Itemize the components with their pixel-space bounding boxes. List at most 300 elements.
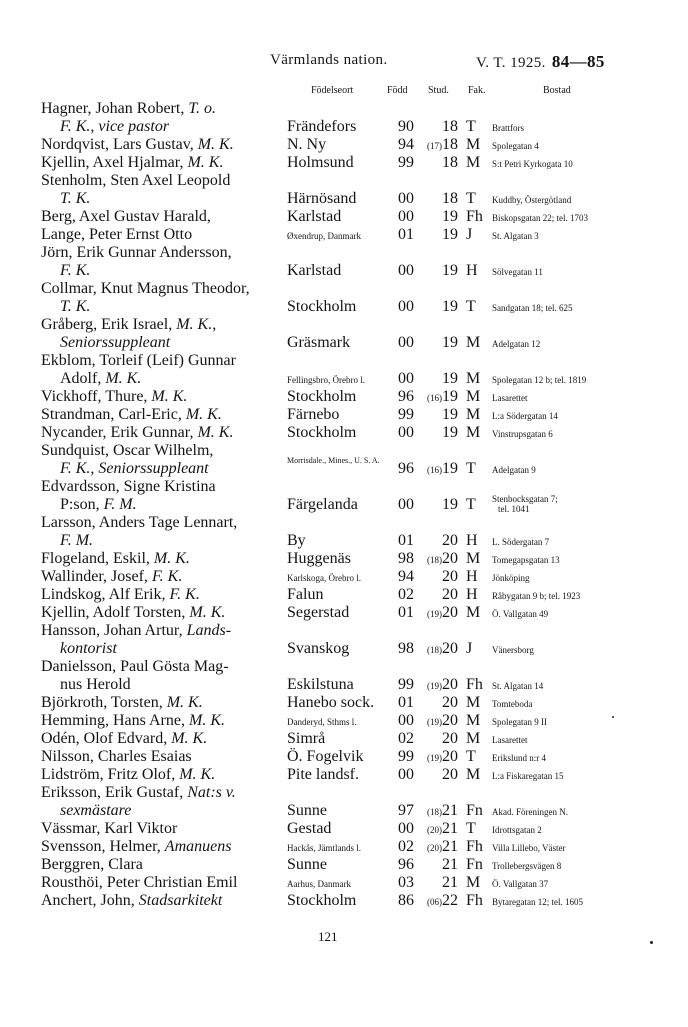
earlier-matriculation: (18) <box>427 807 442 817</box>
faculty: M <box>466 154 481 171</box>
birthplace: Karlstad <box>287 262 342 279</box>
address-line: Sölvegatan 11 <box>492 267 543 277</box>
address-line: Råbygatan 9 b; tel. 1923 <box>492 591 581 601</box>
address <box>492 807 568 817</box>
student-year <box>426 604 458 622</box>
earlier-matriculation: (20) <box>427 843 442 853</box>
register-row <box>0 244 688 280</box>
birth-year: 94 <box>398 136 414 153</box>
stud-value: 20 <box>442 730 458 747</box>
register-row <box>0 892 688 910</box>
faculty: J <box>466 640 473 657</box>
earlier-matriculation: (18) <box>427 555 442 565</box>
birth-year: 00 <box>398 298 414 315</box>
birthplace: N. Ny <box>287 136 327 153</box>
student-name <box>41 820 286 838</box>
student-name <box>41 586 286 604</box>
birth-year: 00 <box>398 190 414 207</box>
student-year <box>426 262 458 280</box>
faculty: M <box>466 388 481 405</box>
address-line: Brattfors <box>492 123 524 133</box>
birthplace: Karlskoga, Örebro l. <box>287 573 361 583</box>
address <box>492 861 561 871</box>
name-line: T. K. <box>60 190 91 207</box>
register-row <box>0 280 688 316</box>
faculty: M <box>466 874 481 891</box>
address <box>492 699 532 709</box>
name-line: Sundquist, Oscar Wilhelm, <box>41 442 214 459</box>
student-year <box>426 226 458 244</box>
address-line: Trollebergsvägen 8 <box>492 861 562 871</box>
stud-value: 20 <box>442 712 458 729</box>
student-name <box>41 136 286 154</box>
birth-year: 98 <box>398 640 414 657</box>
birthplace: Gestad <box>287 820 332 837</box>
register-row <box>0 550 688 568</box>
register-row <box>0 442 688 478</box>
address <box>492 645 534 655</box>
address-line: Vinstrupsgatan 6 <box>492 429 553 439</box>
birthplace: Karlstad <box>287 208 342 225</box>
address-line: Erikslund n:r 4 <box>492 753 546 763</box>
stud-value: 20 <box>442 604 458 621</box>
earlier-matriculation: (06) <box>427 897 442 907</box>
birth-year: 97 <box>398 802 414 819</box>
address-line: Bytaregatan 12; tel. 1605 <box>492 897 583 907</box>
birth-year: 96 <box>398 388 414 405</box>
address <box>492 429 553 439</box>
address <box>492 681 543 691</box>
stud-value: 22 <box>442 892 458 909</box>
name-line: Svensson, Helmer, Amanuens <box>41 838 232 855</box>
student-name <box>41 730 286 748</box>
stud-value: 20 <box>442 550 458 567</box>
birth-year: 01 <box>398 694 414 711</box>
birth-year: 02 <box>398 586 414 603</box>
name-line: Collmar, Knut Magnus Theodor, <box>41 280 250 297</box>
student-year <box>426 766 458 784</box>
student-year <box>426 532 458 550</box>
register-row <box>0 424 688 442</box>
column-head-birthplace: Födelseort <box>311 85 354 96</box>
register-row <box>0 784 688 820</box>
student-year <box>426 676 458 694</box>
student-name <box>41 748 286 766</box>
birthplace: Hackås, Jämtlands l. <box>287 843 361 853</box>
name-line: Berggren, Clara <box>41 856 143 873</box>
stud-value: 20 <box>442 532 458 549</box>
address <box>492 303 573 313</box>
birthplace: Sunne <box>287 802 327 819</box>
register-row <box>0 748 688 766</box>
earlier-matriculation: (19) <box>427 717 442 727</box>
birth-year: 98 <box>398 550 414 567</box>
birthplace: Stockholm <box>287 298 357 315</box>
birthplace: Simrå <box>287 730 326 747</box>
address <box>492 771 563 781</box>
birth-year: 99 <box>398 406 414 423</box>
address-line: S:t Petri Kyrkogata 10 <box>492 159 573 169</box>
student-year <box>426 370 458 388</box>
address <box>492 213 588 223</box>
name-line: Eriksson, Erik Gustaf, Nat:s v. <box>41 784 236 801</box>
faculty: M <box>466 766 481 783</box>
birth-year: 00 <box>398 424 414 441</box>
stud-value: 19 <box>442 388 458 405</box>
stud-value: 19 <box>442 262 458 279</box>
faculty: Fh <box>466 208 483 225</box>
student-name <box>41 316 286 352</box>
birth-year: 02 <box>398 730 414 747</box>
birthplace: Falun <box>287 586 324 603</box>
name-line: Kjellin, Adolf Torsten, M. K. <box>41 604 226 621</box>
address <box>492 555 560 565</box>
student-name <box>41 874 286 892</box>
address <box>492 494 558 514</box>
earlier-matriculation: (19) <box>427 681 442 691</box>
name-line: Björkroth, Torsten, M. K. <box>41 694 203 711</box>
address <box>492 843 566 853</box>
faculty: M <box>466 370 481 387</box>
faculty: H <box>466 586 478 603</box>
register-row <box>0 514 688 550</box>
ink-speck <box>650 941 653 944</box>
register-row <box>0 136 688 154</box>
birthplace: Gräsmark <box>287 334 351 351</box>
name-line: Hagner, Johan Robert, T. o. <box>41 100 217 117</box>
earlier-matriculation: (20) <box>427 825 442 835</box>
birthplace: Huggenäs <box>287 550 351 567</box>
name-line: Hansson, Johan Artur, Lands- <box>41 622 232 639</box>
address-line: Sandgatan 18; tel. 625 <box>492 303 573 313</box>
address <box>492 573 530 583</box>
birth-year: 96 <box>398 856 414 873</box>
register-row <box>0 874 688 892</box>
birthplace: Eskilstuna <box>287 676 354 693</box>
register-row <box>0 820 688 838</box>
birth-year: 94 <box>398 568 414 585</box>
student-name <box>41 352 286 388</box>
faculty: M <box>466 730 481 747</box>
stud-value: 18 <box>442 136 458 153</box>
birth-year: 00 <box>398 496 414 513</box>
birthplace: Färnebo <box>287 406 340 423</box>
birth-year: 86 <box>398 892 414 909</box>
student-year <box>426 154 458 172</box>
student-name <box>41 892 286 910</box>
name-line: F. K., vice pastor <box>60 118 170 135</box>
name-line: Anchert, John, Stadsarkitekt <box>41 892 223 909</box>
faculty: H <box>466 262 478 279</box>
address-line: Vänersborg <box>492 645 534 655</box>
student-name <box>41 478 286 514</box>
birthplace: Segerstad <box>287 604 350 621</box>
faculty: H <box>466 532 478 549</box>
student-name <box>41 244 286 280</box>
register-row <box>0 406 688 424</box>
student-year <box>426 550 458 568</box>
birth-year: 02 <box>398 838 414 855</box>
address-line: L:a Fiskaregatan 15 <box>492 771 564 781</box>
earlier-matriculation: (16) <box>427 465 442 475</box>
faculty: J <box>466 226 473 243</box>
address-line: Ö. Vallgatan 49 <box>492 609 549 619</box>
birthplace: Holmsund <box>287 154 354 171</box>
earlier-matriculation: (16) <box>427 393 442 403</box>
name-line: F. K. <box>60 262 91 279</box>
birthplace: Aarhus, Danmark <box>287 879 351 889</box>
name-line: Larsson, Anders Tage Lennart, <box>41 514 238 531</box>
register-row <box>0 208 688 226</box>
register-row <box>0 622 688 658</box>
student-year <box>426 568 458 586</box>
stud-value: 18 <box>442 190 458 207</box>
name-line: Lange, Peter Ernst Otto <box>41 226 193 243</box>
birth-year: 90 <box>398 118 414 135</box>
name-line: Rousthöi, Peter Christian Emil <box>41 874 238 891</box>
address <box>492 231 539 241</box>
student-year <box>426 892 458 910</box>
name-line: Edvardsson, Signe Kristina <box>41 478 216 495</box>
faculty: Fn <box>466 856 483 873</box>
faculty: T <box>466 460 476 477</box>
name-line: Danielsson, Paul Gösta Mag- <box>41 658 229 675</box>
student-year <box>426 406 458 424</box>
name-line: Jörn, Erik Gunnar Andersson, <box>41 244 232 261</box>
register-row <box>0 388 688 406</box>
faculty: M <box>466 712 481 729</box>
name-line: Hemming, Hans Arne, M. K. <box>41 712 225 729</box>
birthplace: Stockholm <box>287 892 357 909</box>
address <box>492 159 573 169</box>
stud-value: 20 <box>442 694 458 711</box>
address <box>492 591 580 601</box>
name-line: nus Herold <box>60 676 131 693</box>
birth-year: 00 <box>398 820 414 837</box>
birth-year: 99 <box>398 676 414 693</box>
student-year <box>426 730 458 748</box>
address-line: Spolegatan 4 <box>492 141 539 151</box>
birthplace: Stockholm <box>287 388 357 405</box>
register-row <box>0 766 688 784</box>
student-year <box>426 460 458 478</box>
birthplace: Ö. Fogelvik <box>287 748 364 765</box>
stud-value: 19 <box>442 406 458 423</box>
student-name <box>41 172 286 208</box>
student-year <box>426 388 458 406</box>
stud-value: 19 <box>442 226 458 243</box>
faculty: T <box>466 820 476 837</box>
birth-year: 00 <box>398 712 414 729</box>
register-row <box>0 352 688 388</box>
stud-value: 21 <box>442 874 458 891</box>
birthplace: Fellingsbro, Örebro l. <box>287 375 365 385</box>
register-row <box>0 100 688 136</box>
birth-year: 03 <box>398 874 414 891</box>
name-line: kontorist <box>60 640 117 657</box>
student-name <box>41 442 286 478</box>
address <box>492 753 546 763</box>
name-line: Adolf, M. K. <box>60 370 142 387</box>
name-line: Wallinder, Josef, F. K. <box>41 568 183 585</box>
name-line: Vässmar, Karl Viktor <box>41 820 178 837</box>
name-line: Nycander, Erik Gunnar, M. K. <box>41 424 234 441</box>
name-line: Berg, Axel Gustav Harald, <box>41 208 211 225</box>
stud-value: 20 <box>442 568 458 585</box>
address-line: Stenbocksgatan 7; <box>492 494 558 504</box>
register-row <box>0 856 688 874</box>
student-name <box>41 838 286 856</box>
name-line: Odén, Olof Edvard, M. K. <box>41 730 208 747</box>
page-range: 84—85 <box>551 52 605 71</box>
stud-value: 19 <box>442 298 458 315</box>
name-line: Strandman, Carl-Eric, M. K. <box>41 406 222 423</box>
address-line: Kuddby, Östergötland <box>492 195 572 205</box>
student-name <box>41 406 286 424</box>
address-line: L:a Södergatan 14 <box>492 411 558 421</box>
address <box>492 465 536 475</box>
birthplace: Øxendrup, Danmark <box>287 231 361 241</box>
student-name <box>41 658 286 694</box>
birthplace: By <box>287 532 306 549</box>
address-line: St. Algatan 14 <box>492 681 544 691</box>
earlier-matriculation: (19) <box>427 753 442 763</box>
student-year <box>426 190 458 208</box>
column-head-faculty: Fak. <box>468 85 486 96</box>
student-name <box>41 694 286 712</box>
birthplace: Sunne <box>287 856 327 873</box>
birthplace: Frändefors <box>287 118 357 135</box>
birth-year: 99 <box>398 748 414 765</box>
address <box>492 825 542 835</box>
name-line: F. M. <box>60 532 94 549</box>
stud-value: 20 <box>442 586 458 603</box>
address-line: Ö. Vallgatan 37 <box>492 879 549 889</box>
register-row <box>0 838 688 856</box>
student-name <box>41 622 286 658</box>
address <box>492 267 543 277</box>
address-line: Villa Lillebo, Väster <box>492 843 566 853</box>
register-row <box>0 478 688 514</box>
student-name <box>41 388 286 406</box>
address-line: Lasarettet <box>492 735 528 745</box>
name-line: Nilsson, Charles Esaias <box>41 748 192 765</box>
name-line: P:son, F. M. <box>60 496 137 513</box>
address <box>492 537 549 547</box>
birthplace: Pite landsf. <box>287 766 359 783</box>
stud-value: 21 <box>442 838 458 855</box>
register-row <box>0 172 688 208</box>
student-name <box>41 784 286 820</box>
name-line: Ekblom, Torleif (Leif) Gunnar <box>41 352 236 369</box>
stud-value: 18 <box>442 154 458 171</box>
student-name <box>41 712 286 730</box>
student-name <box>41 550 286 568</box>
name-line: Kjellin, Axel Hjalmar, M. K. <box>41 154 224 171</box>
earlier-matriculation: (19) <box>427 609 442 619</box>
address <box>492 339 540 349</box>
faculty: H <box>466 568 478 585</box>
birthplace: Hanebo sock. <box>287 694 375 711</box>
student-name <box>41 766 286 784</box>
birth-year: 00 <box>398 208 414 225</box>
earlier-matriculation: (18) <box>427 645 442 655</box>
faculty: T <box>466 748 476 765</box>
address-line: Adelgatan 12 <box>492 339 541 349</box>
student-year <box>426 496 458 514</box>
stud-value: 20 <box>442 748 458 765</box>
address-line: Spolegatan 12 b; tel. 1819 <box>492 375 587 385</box>
earlier-matriculation: (17) <box>427 141 442 151</box>
faculty: M <box>466 334 481 351</box>
faculty: T <box>466 298 476 315</box>
column-head-born: Född <box>387 85 408 96</box>
faculty: Fh <box>466 838 483 855</box>
name-line: Seniorssuppleant <box>60 334 171 351</box>
address <box>492 411 558 421</box>
birth-year: 01 <box>398 604 414 621</box>
faculty: Fh <box>466 892 483 909</box>
address <box>492 375 586 385</box>
address-line: Akad. Föreningen N. <box>492 807 568 817</box>
stud-value: 20 <box>442 766 458 783</box>
register-row <box>0 568 688 586</box>
name-line: Lindskog, Alf Erik, F. K. <box>41 586 200 603</box>
stud-value: 21 <box>442 802 458 819</box>
faculty: M <box>466 136 481 153</box>
student-name <box>41 568 286 586</box>
name-line: T. K. <box>60 298 91 315</box>
running-head-nation: Värmlands nation. <box>270 52 388 68</box>
address <box>492 141 539 151</box>
register-row <box>0 604 688 622</box>
faculty: M <box>466 550 481 567</box>
student-name <box>41 154 286 172</box>
address <box>492 735 527 745</box>
address <box>492 717 547 727</box>
name-line: Lidström, Fritz Olof, M. K. <box>41 766 216 783</box>
register-row <box>0 658 688 694</box>
address-line: Spolegatan 9 II <box>492 717 547 727</box>
student-name <box>41 208 286 226</box>
address <box>492 879 548 889</box>
stud-value: 19 <box>442 334 458 351</box>
name-line: sexmästare <box>60 802 132 819</box>
student-year <box>426 802 458 820</box>
name-line: Gråberg, Erik Israel, M. K., <box>41 316 217 333</box>
birthplace: Morrisdale., Mines., U. S. A. <box>287 456 380 465</box>
student-name <box>41 604 286 622</box>
register-row <box>0 586 688 604</box>
birth-year: 00 <box>398 370 414 387</box>
register-row <box>0 694 688 712</box>
birthplace: Härnösand <box>287 190 357 207</box>
student-name <box>41 514 286 550</box>
birthplace: Färgelanda <box>287 496 358 513</box>
student-year <box>426 640 458 658</box>
student-year <box>426 838 458 856</box>
stud-value: 21 <box>442 820 458 837</box>
name-line: Vickhoff, Thure, M. K. <box>41 388 188 405</box>
faculty: Fn <box>466 802 483 819</box>
term-label: V. T. 1925. <box>476 55 546 71</box>
faculty: M <box>466 424 481 441</box>
birth-year: 96 <box>398 460 414 477</box>
faculty: Fh <box>466 676 483 693</box>
address-line: Tomteboda <box>492 699 533 709</box>
page-number: 121 <box>318 929 338 944</box>
address <box>492 393 527 403</box>
